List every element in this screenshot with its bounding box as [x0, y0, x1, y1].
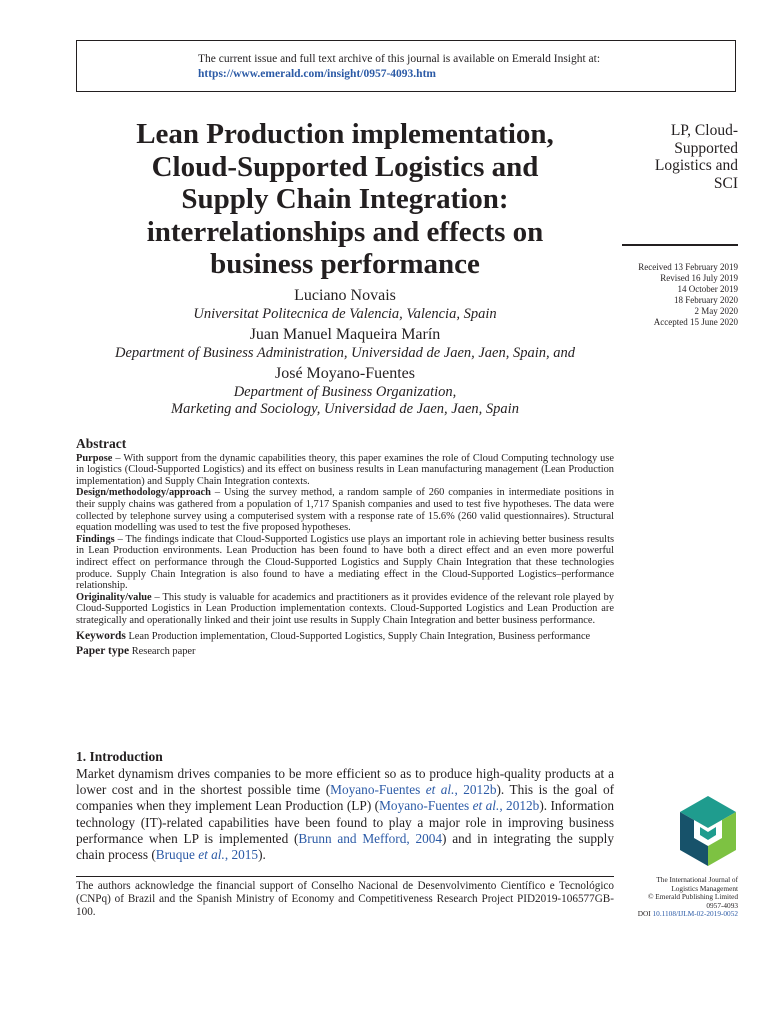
- citation-etal: et al.: [198, 847, 225, 863]
- citation-link[interactable]: Brunn and Mefford, 2004: [298, 830, 443, 846]
- citation-year: , 2015: [224, 847, 259, 863]
- citation-etal: et al.: [425, 782, 455, 798]
- journal-info-line: © Emerald Publishing Limited: [647, 892, 738, 902]
- journal-archive-link[interactable]: https://www.emerald.com/insight/0957-4093.htm: [198, 68, 436, 80]
- title-line: Cloud-Supported Logistics and: [151, 150, 539, 183]
- author-name-3: José Moyano-Fuentes: [275, 365, 415, 382]
- title-line: Supply Chain Integration:: [181, 183, 509, 215]
- doi-label: DOI: [637, 909, 653, 919]
- purpose-label: Purpose: [76, 452, 113, 464]
- running-head-line: LP, Cloud-: [670, 122, 738, 139]
- acknowledgement-footnote: The authors acknowledge the financial support of Conselho Nacional de Desenvolvimento Científico e Tecnológico (CNPq) of Brazil and the Spanish Ministry of Economy and Competitiveness Research Project PID2019-106577GB-100.: [76, 880, 614, 919]
- abstract: [76, 438, 614, 658]
- citation-etal: et al.: [472, 798, 500, 814]
- citation-link[interactable]: [330, 782, 496, 797]
- date-line: Received 13 February 2019: [638, 262, 738, 272]
- author-affiliation-3a: Department of Business Organization,: [233, 384, 457, 400]
- running-head: [620, 122, 738, 192]
- abstract-heading: Abstract: [76, 436, 127, 451]
- author-name-1: Luciano Novais: [294, 287, 396, 304]
- author-affiliation-3b: Marketing and Sociology, Universidad de Jaen, Jaen, Spain: [171, 401, 519, 417]
- paper-title: [60, 118, 630, 281]
- intro-text: ). Information technology (IT)-related capabilities have been found to play a major role in improving business performance when LP is implemented (: [76, 798, 614, 846]
- journal-info-line: The International Journal of: [656, 875, 738, 884]
- title-line: business performance: [210, 248, 480, 280]
- paper-type-text: Research paper: [129, 646, 196, 658]
- keywords: [76, 631, 614, 643]
- running-head-rule: [622, 244, 738, 246]
- section-heading-introduction: 1. Introduction: [76, 749, 163, 764]
- date-line: 14 October 2019: [677, 284, 738, 294]
- author-affiliation-2: Department of Business Administration, Universidad de Jaen, Jaen, Spain, and: [114, 345, 576, 361]
- title-line: interrelationships and effects on: [146, 215, 544, 248]
- title-line: Lean Production implementation,: [136, 118, 554, 150]
- citation-author: Moyano-Fuentes: [330, 782, 426, 798]
- citation-year: , 2012b: [499, 798, 540, 814]
- running-head-line: SCI: [713, 174, 738, 192]
- purpose-text: – With support from the dynamic capabilities theory, this paper examines the role of Cloud Computing technology use in logistics (Cloud-Supported Logistics) and its effect on business results in Lean manufacturing management (Lean Production implementation) and Supply Chain Integration contexts.: [76, 452, 614, 487]
- keywords-label: Keywords: [76, 629, 126, 642]
- date-line: Revised 16 July 2019: [660, 273, 738, 283]
- author-affiliation-1: Universitat Politecnica de Valencia, Valencia, Spain: [193, 306, 497, 322]
- submission-dates: [600, 262, 738, 328]
- findings-text: – The findings indicate that Cloud-Supported Logistics use plays an important role in achieving better business results in Lean Production environments. Lean Production has been found to have both a direct effect and an even more powerful indirect effect on performance through the Cloud-Supported Logistics and Supply Chain Integration that these technologies produce. Supply Chain Integration is also found to have a mediating effect in the Cloud-Supported Logistics–performance relationship.: [76, 533, 614, 592]
- design-text: – Using the survey method, a random sample of 260 companies in intermediate positions in their supply chains was gathered from a population of 1,717 Spanish companies and used to test five hypotheses. The data were collected by telephone survey using a computerised system with a response rate of 15.6% (260 valid questionnaires). Structural equation modelling was used to test the five proposed hypotheses.: [76, 487, 614, 534]
- intro-text: ) and in integrating the supply chain process (: [76, 830, 615, 863]
- citation-author: Moyano-Fuentes: [379, 798, 473, 814]
- journal-info: [600, 876, 738, 919]
- abstract-design: [76, 487, 614, 533]
- originality-text: – This study is valuable for academics and practitioners as it provides evidence of the relevant role played by Cloud-Supported Logistics in Lean Production implementation contexts. Cloud-Supported Logistics and Lean Production are strategically and operationally linked and their joint use results in Supply Chain Integration and better business performance.: [76, 591, 614, 626]
- citation-author: Bruque: [155, 847, 199, 863]
- citation-link[interactable]: [156, 847, 258, 862]
- archive-notice-box: [76, 40, 736, 92]
- citation-year: , 2012b: [454, 782, 497, 798]
- archive-notice-text: The current issue and full text archive of this journal is available on Emerald Insight at:: [198, 53, 601, 65]
- running-head-line: Supported: [674, 139, 738, 157]
- journal-info-line: Logistics Management: [671, 883, 738, 893]
- paper-type: [76, 646, 614, 658]
- running-head-line: Logistics and: [654, 157, 738, 174]
- keywords-text: Lean Production implementation, Cloud-Supported Logistics, Supply Chain Integration, Business performance: [125, 630, 591, 642]
- date-line: 18 February 2020: [674, 295, 738, 305]
- abstract-originality: [76, 592, 614, 627]
- abstract-purpose: [76, 453, 614, 488]
- intro-text: Market dynamism drives companies to be more efficient so as to produce high-quality products at a lower cost and in the shortest possible time (: [76, 766, 614, 798]
- date-line: Accepted 15 June 2020: [653, 317, 738, 327]
- author-name-2: Juan Manuel Maqueira Marín: [249, 326, 441, 343]
- design-label: Design/methodology/approach: [76, 487, 211, 499]
- journal-info-line: 0957-4093: [706, 900, 738, 910]
- footnote-rule: [76, 876, 614, 877]
- paper-type-label: Paper type: [76, 645, 130, 658]
- doi-line: [600, 910, 738, 919]
- originality-label: Originality/value: [76, 591, 152, 603]
- findings-label: Findings: [76, 533, 115, 545]
- emerald-logo-icon: [676, 794, 740, 868]
- abstract-findings: [76, 534, 614, 592]
- doi-link[interactable]: 10.1108/IJLM-02-2019-0052: [652, 909, 738, 919]
- date-line: 2 May 2020: [694, 306, 738, 316]
- citation-link[interactable]: [379, 798, 539, 813]
- intro-text: ). This is the goal of companies when they implement Lean Production (LP) (: [76, 782, 615, 814]
- introduction-paragraph: [76, 766, 614, 863]
- intro-text: ).: [258, 847, 266, 863]
